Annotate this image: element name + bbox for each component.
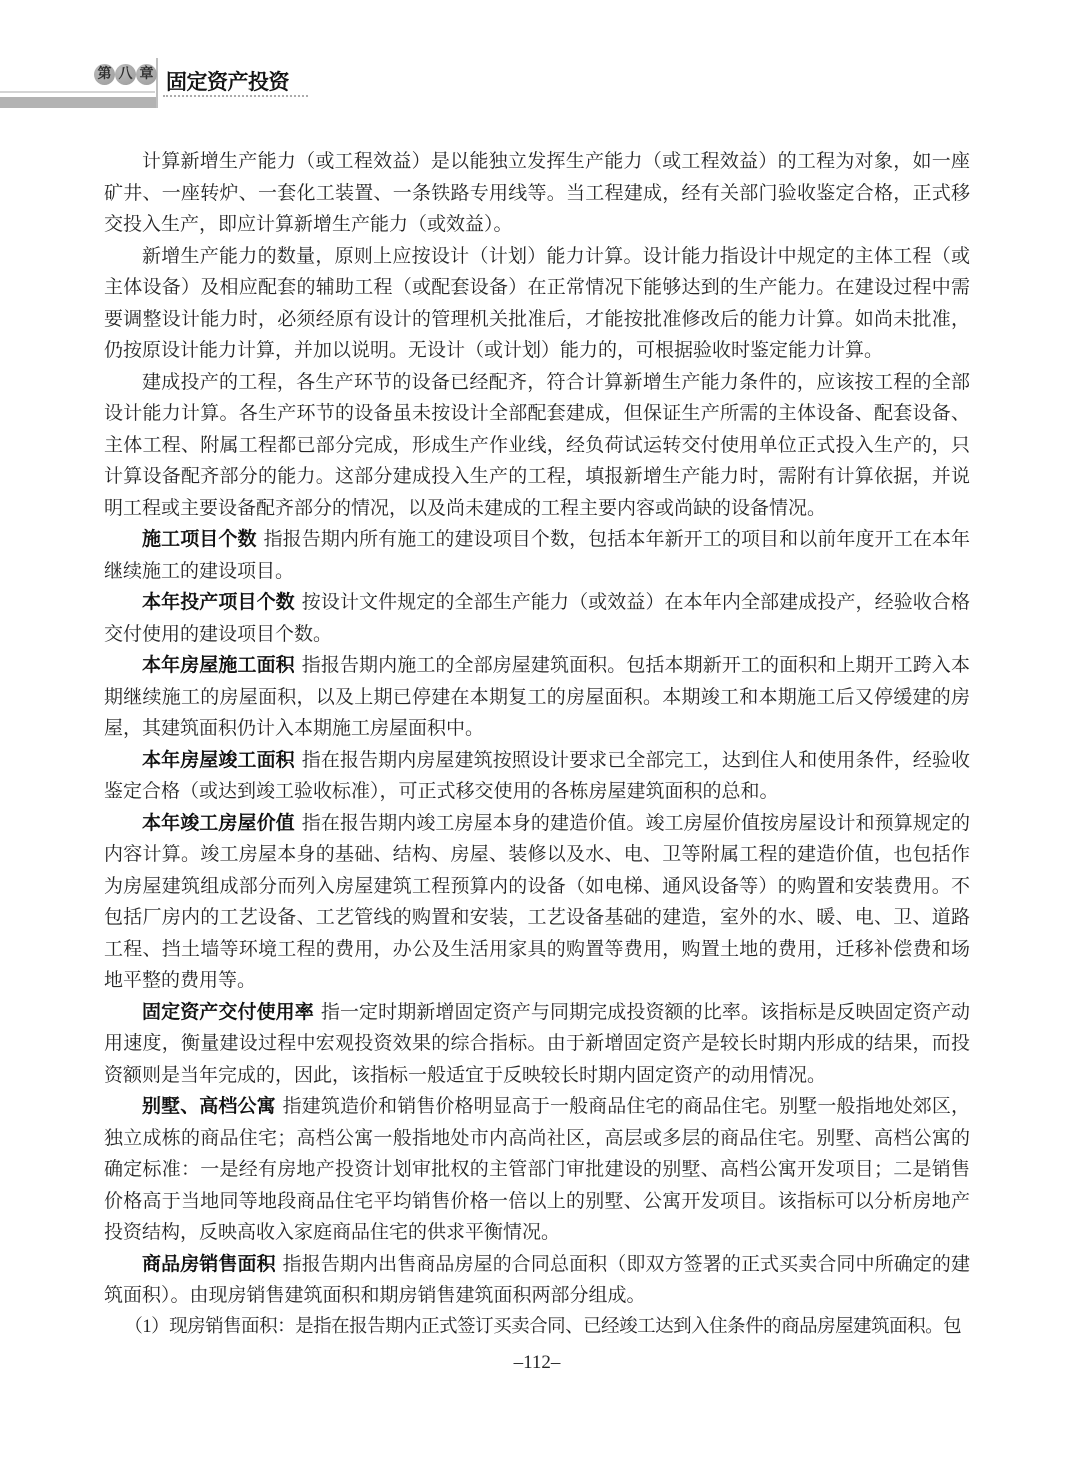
term-label: 别墅、高档公寓	[142, 1096, 276, 1117]
chapter-badge-circle-1: 第	[94, 64, 115, 85]
paragraph-text: 指报告期内所有施工的建设项目个数，包括本年新开工的项目和以前年度开工在本年继续施工的建设项目。	[104, 529, 970, 582]
chapter-badge-circle-2: 八	[115, 64, 136, 85]
chapter-badge	[94, 64, 157, 85]
paragraph-text: （1）现房销售面积：是指在报告期内正式签订买卖合同、已经竣工达到入住条件的商品房屋建筑面积。包	[124, 1316, 962, 1337]
paragraph-commercial-housing-sold	[104, 1249, 970, 1312]
header-thin-rule	[0, 91, 155, 93]
paragraph	[104, 146, 970, 241]
paragraph-delivery-rate	[104, 997, 970, 1092]
term-label: 本年竣工房屋价值	[142, 812, 295, 834]
term-label: 本年投产项目个数	[142, 592, 295, 613]
term-label: 施工项目个数	[142, 529, 257, 550]
paragraph	[104, 241, 970, 367]
paragraph-text: 新增生产能力的数量，原则上应按设计（计划）能力计算。设计能力指设计中规定的主体工程（或主体设备）及相应配套的辅助工程（或配套设备）在正常情况下能够达到的生产能力。在建设过程中需要调整设计能力时，必须经原有设计的管理机关批准后，才能按批准修改后的能力计算。如尚未批准，仍按原设计能力计算，并加以说明。无设计（或计划）能力的，可根据验收时鉴定能力计算。	[104, 245, 970, 361]
body-text	[104, 146, 970, 1343]
paragraph-text: 指报告期内出售商品房屋的合同总面积（即双方签署的正式买卖合同中所确定的建筑面积）。由现房销售建筑面积和期房销售建筑面积两部分组成。	[104, 1253, 970, 1306]
chapter-title-dotted-underline	[163, 95, 308, 97]
paragraph-construction-projects	[104, 524, 970, 587]
paragraph-text: 指在报告期内房屋建筑按照设计要求已全部完工，达到住人和使用条件，经验收鉴定合格（或达到竣工验收标准），可正式移交使用的各栋房屋建筑面积的总和。	[104, 749, 970, 802]
paragraph-text: 指报告期内施工的全部房屋建筑面积。包括本期新开工的面积和上期开工跨入本期继续施工的房屋面积，以及上期已停建在本期复工的房屋面积。本期竣工和本期施工后又停缓建的房屋，其建筑面积仍计入本期施工房屋面积中。	[104, 655, 970, 739]
page-footer	[0, 1352, 1074, 1374]
paragraph-text: 指一定时期新增固定资产与同期完成投资额的比率。该指标是反映固定资产动用速度，衡量建设过程中宏观投资效果的综合指标。由于新增固定资产是较长时期内形成的结果，而投资额则是当年完成的，因此，该指标一般适宜于反映较长时期内固定资产的动用情况。	[104, 1001, 970, 1086]
paragraph-villas-apartments	[104, 1091, 970, 1249]
paragraph-floor-space-under-construction	[104, 650, 970, 745]
term-label: 商品房销售面积	[142, 1253, 276, 1275]
paragraph-text: 建成投产的工程，各生产环节的设备已经配齐，符合计算新增生产能力条件的，应该按工程的全部设计能力计算。各生产环节的设备虽未按设计全部配套建成，但保证生产所需的主体设备、配套设备、主体工程、附属工程都已部分完成，形成生产作业线，经负荷试运转交付使用单位正式投入生产的，只计算设备配齐部分的能力。这部分建成投入生产的工程，填报新增生产能力时，需附有计算依据，并说明工程或主要设备配齐部分的情况，以及尚未建成的工程主要内容或尚缺的设备情况。	[104, 371, 970, 519]
paragraph-text: 计算新增生产能力（或工程效益）是以能独立发挥生产能力（或工程效益）的工程为对象，如一座矿井、一座转炉、一套化工装置、一条铁路专用线等。当工程建成，经有关部门验收鉴定合格，正式移交投入生产，即应计算新增生产能力（或效益）。	[104, 151, 970, 235]
chapter-badge-circle-3: 章	[136, 64, 157, 85]
term-label: 本年房屋施工面积	[142, 655, 295, 676]
paragraph-item-1	[104, 1312, 970, 1344]
page-number: –112–	[513, 1352, 561, 1373]
paragraph-floor-space-completed	[104, 745, 970, 808]
paragraph-text: 指建筑造价和销售价格明显高于一般商品住宅的商品住宅。别墅一般指地处郊区，独立成栋的商品住宅；高档公寓一般指地处市内高尚社区，高层或多层的商品住宅。别墅、高档公寓的确定标准：一是经有房地产投资计划审批权的主管部门审批建设的别墅、高档公寓开发项目；二是销售价格高于当地同等地段商品住宅平均销售价格一倍以上的别墅、公寓开发项目。该指标可以分析房地产投资结构，反映高收入家庭商品住宅的供求平衡情况。	[104, 1096, 970, 1243]
paragraph-text: 按设计文件规定的全部生产能力（或效益）在本年内全部建成投产，经验收合格交付使用的建设项目个数。	[104, 592, 970, 645]
paragraph-value-of-buildings-completed	[104, 808, 970, 997]
chapter-title: 固定资产投资	[166, 71, 289, 94]
header-gray-bar	[0, 97, 158, 108]
term-label: 固定资产交付使用率	[142, 1001, 314, 1023]
paragraph	[104, 367, 970, 525]
term-label: 本年房屋竣工面积	[142, 749, 295, 771]
paragraph-text: 指在报告期内竣工房屋本身的建造价值。竣工房屋价值按房屋设计和预算规定的内容计算。竣工房屋本身的基础、结构、房屋、装修以及水、电、卫等附属工程的建造价值，也包括作为房屋建筑组成部分而列入房屋建筑工程预算内的设备（如电梯、通风设备等）的购置和安装费用。不包括厂房内的工艺设备、工艺管线的购置和安装，工艺设备基础的建造，室外的水、暖、电、卫、道路工程、挡土墙等环境工程的费用，办公及生活用家具的购置等费用，购置土地的费用，迁移补偿费和场地平整的费用等。	[104, 812, 970, 991]
paragraph-projects-put-into-operation	[104, 587, 970, 650]
